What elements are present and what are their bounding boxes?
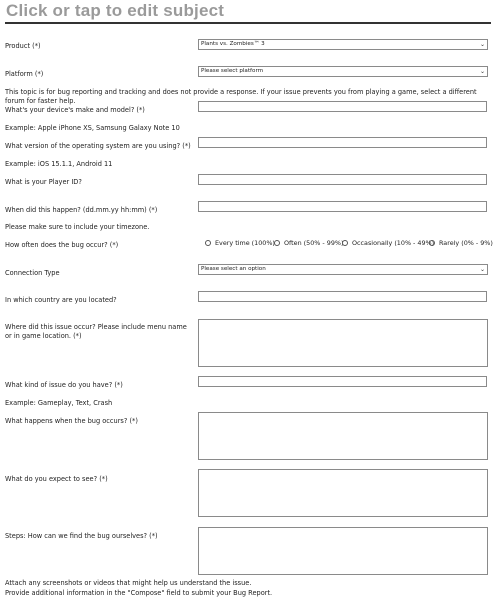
issue-kind-input[interactable] — [198, 376, 487, 387]
steps-textarea[interactable] — [198, 527, 488, 575]
player-id-input[interactable] — [198, 174, 487, 185]
frequency-option-every-time[interactable]: Every time (100%) — [205, 239, 275, 247]
os-version-input[interactable] — [198, 137, 487, 148]
chevron-down-icon: ⌄ — [479, 41, 485, 48]
what-happens-textarea[interactable] — [198, 412, 488, 460]
expect-textarea[interactable] — [198, 469, 488, 517]
device-example: Example: Apple iPhone XS, Samsung Galaxy Note 10 — [5, 124, 180, 132]
product-label: Product (*) — [5, 42, 41, 50]
chevron-down-icon: ⌄ — [479, 266, 485, 273]
frequency-label: How often does the bug occur? (*) — [5, 241, 119, 249]
location-textarea[interactable] — [198, 319, 488, 367]
location-label: Where did this issue occur? Please include menu name or in game location. (*) — [5, 323, 187, 340]
subject-field[interactable] — [5, 0, 491, 24]
platform-select[interactable] — [198, 66, 488, 77]
compose-note: Provide additional information in the "Compose" field to submit your Bug Report. — [5, 589, 273, 597]
what-happens-label: What happens when the bug occurs? (*) — [5, 417, 138, 425]
os-example: Example: iOS 15.1.1, Android 11 — [5, 160, 113, 168]
frequency-option-often[interactable]: Often (50% - 99%) — [274, 239, 343, 247]
radio-circle-icon — [205, 240, 211, 246]
country-input[interactable] — [198, 291, 487, 302]
when-label: When did this happen? (dd.mm.yy hh:mm) (*) — [5, 206, 158, 214]
chevron-down-icon: ⌄ — [479, 68, 485, 75]
platform-label: Platform (*) — [5, 70, 44, 78]
product-select-value: Plants vs. Zombies™ 3 — [201, 41, 265, 47]
subject-placeholder: Click or tap to edit subject — [6, 1, 225, 20]
device-input[interactable] — [198, 101, 487, 112]
steps-label: Steps: How can we find the bug ourselves? (*) — [5, 532, 158, 540]
connection-label: Connection Type — [5, 269, 60, 277]
player-id-label: What is your Player ID? — [5, 178, 82, 186]
product-select[interactable] — [198, 39, 488, 50]
platform-select-value: Please select platform — [201, 68, 264, 74]
expect-label: What do you expect to see? (*) — [5, 475, 108, 483]
radio-circle-icon — [429, 240, 435, 246]
connection-select-value: Please select an option — [201, 266, 266, 272]
os-version-label: What version of the operating system are you using? (*) — [5, 142, 191, 150]
when-input[interactable] — [198, 201, 487, 212]
frequency-option-occasionally[interactable]: Occasionally (10% - 49%) — [342, 239, 434, 247]
issue-kind-label: What kind of issue do you have? (*) — [5, 381, 123, 389]
frequency-option-rarely[interactable]: Rarely (0% - 9%) — [429, 239, 493, 247]
timezone-note: Please make sure to include your timezone. — [5, 223, 150, 231]
bug-report-notice: This topic is for bug reporting and tracking and does not provide a response. If your issue prevents you from playing a game, select a different forum for faster help. — [5, 88, 477, 105]
issue-example: Example: Gameplay, Text, Crash — [5, 399, 113, 407]
device-label: What's your device's make and model? (*) — [5, 106, 145, 114]
attach-note: Attach any screenshots or videos that might help us understand the issue. — [5, 579, 252, 587]
radio-circle-icon — [274, 240, 280, 246]
country-label: In which country are you located? — [5, 296, 117, 304]
radio-circle-icon — [342, 240, 348, 246]
connection-select[interactable] — [198, 264, 488, 275]
